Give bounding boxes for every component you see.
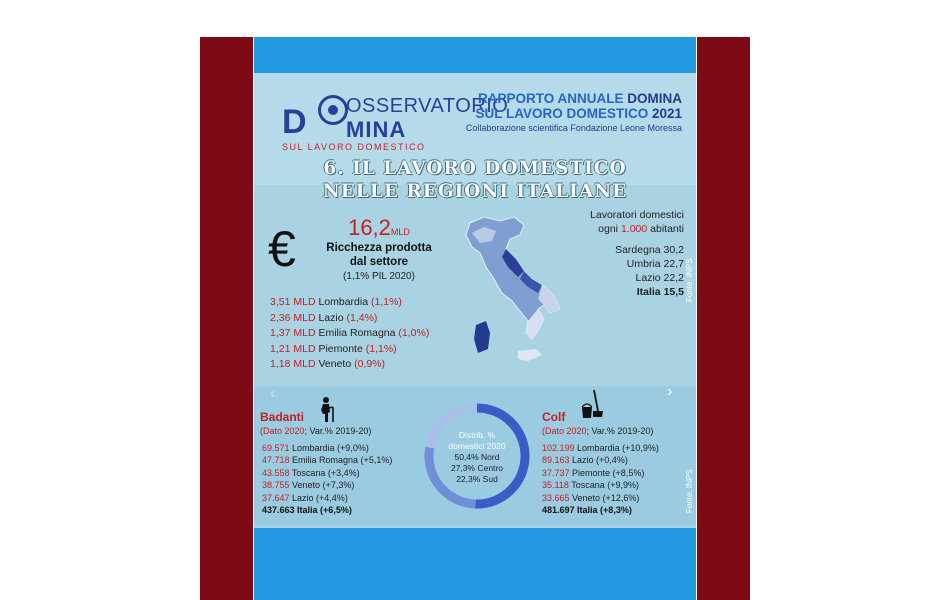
list-item: 35.118 Toscana (+9,9%) (542, 480, 639, 491)
wealth-block (314, 215, 444, 282)
list-item: 27,3% Centro (451, 463, 503, 473)
wealth-label-2: dal settore (349, 256, 409, 268)
list-item: 43.558 Toscana (+3,4%) (262, 467, 360, 478)
italy-map-icon (462, 213, 572, 383)
source-note-bottom: Fonte: INPS (685, 469, 694, 513)
logo-d: D (282, 103, 307, 141)
infographic-card (254, 37, 696, 600)
list-item: 22,3% Sud (456, 474, 498, 484)
list-item: 38.755 Veneto (+7,3%) (262, 480, 355, 491)
prev-arrow-icon[interactable]: ‹ (270, 385, 276, 402)
list-item: 1,37 MLD Emilia Romagna (1,0%) (270, 327, 430, 339)
list-item: 3,51 MLD Lombardia (1,1%) (270, 296, 402, 308)
list-item: 50,4% Nord (454, 452, 500, 462)
workers-total: Italia 15,5 (636, 286, 684, 298)
source-note-top: Fonte: INPS (685, 258, 694, 302)
report-title (452, 91, 682, 133)
list-item: 2,36 MLD Lazio (1,4%) (270, 311, 378, 324)
list-item: 37.737 Piemonte (+8,5%) (542, 467, 645, 478)
logo-eye-icon (318, 95, 348, 125)
euro-icon: € (268, 221, 296, 277)
list-item: Sardegna 30,2 (615, 244, 684, 256)
mop-bucket-icon (580, 389, 604, 419)
wealth-value: 16,2 (348, 215, 391, 240)
elderly-person-icon (318, 397, 340, 423)
bottom-blue-bar (254, 528, 696, 600)
badanti-note: (Dato 2020; Var.% 2019-20) (260, 426, 372, 436)
wealth-unit: MLD (390, 227, 410, 237)
logo-osservatorio: OSSERVATORIO (346, 95, 509, 117)
list-item: Lazio 22,2 (635, 272, 684, 284)
list-item: 47.718 Emilia Romagna (+5,1%) (262, 455, 393, 466)
list-item: 33.665 Veneto (+12,6%) (542, 492, 640, 503)
list-item: 1,21 MLD Piemonte (1,1%) (270, 342, 397, 355)
badanti-total: 437.663 Italia (+6,5%) (262, 505, 352, 516)
wealth-pil: (1,1% PIL 2020) (343, 271, 415, 282)
list-item: 69.571 Lombardia (+9,0%) (262, 443, 369, 453)
wealth-label-1: Ricchezza prodotta (326, 242, 432, 254)
list-item: 89.163 Lazio (+0,4%) (542, 455, 628, 466)
colf-total: 481.697 Italia (+8,3%) (542, 505, 632, 516)
left-maroon-panel (200, 37, 253, 600)
list-item: 37.647 Lazio (+4,4%) (262, 492, 348, 503)
collaboration-note: Collaborazione scientifica Fondazione Leone Moressa (465, 123, 682, 133)
workers-list (564, 243, 684, 299)
workers-header: Lavoratori domestici ogni 1.000 abitanti (554, 208, 684, 236)
section-title-line1: 6. IL LAVORO DOMESTICO (323, 158, 627, 179)
list-item: 102.199 Lombardia (+10,9%) (542, 443, 659, 453)
list-item: Umbria 22,7 (626, 258, 684, 270)
workers-count: 1.000 (620, 223, 648, 235)
colf-title: Colf (542, 410, 566, 424)
colf-note: (Dato 2020; Var.% 2019-20) (542, 426, 654, 436)
report-line2-bold: 2021 (651, 106, 682, 121)
list-item: 1,18 MLD Veneto (0,9%) (270, 358, 386, 370)
section-title (254, 157, 696, 203)
distribution-title-1: Distrib. % (458, 430, 496, 440)
colf-list (542, 442, 659, 516)
report-line1-bold: DOMINA (627, 91, 682, 106)
wealth-region-list (270, 295, 429, 373)
report-line1: RAPPORTO ANNUALE (477, 91, 628, 106)
badanti-title: Badanti (260, 410, 305, 424)
next-arrow-icon[interactable]: › (667, 383, 673, 400)
logo-mina: MINA (346, 117, 407, 142)
logo-subtitle: SUL LAVORO DOMESTICO (282, 142, 426, 152)
report-line2: SUL LAVORO DOMESTICO (475, 106, 652, 121)
distribution-title-2: domestici 2020 (448, 441, 506, 451)
workers-line1: Lavoratori domestici (590, 209, 684, 221)
top-blue-bar (254, 37, 696, 73)
right-maroon-panel (697, 37, 750, 600)
section-title-line2: NELLE REGIONI ITALIANE (322, 181, 628, 202)
distribution-text (429, 430, 525, 485)
badanti-list (262, 442, 392, 516)
